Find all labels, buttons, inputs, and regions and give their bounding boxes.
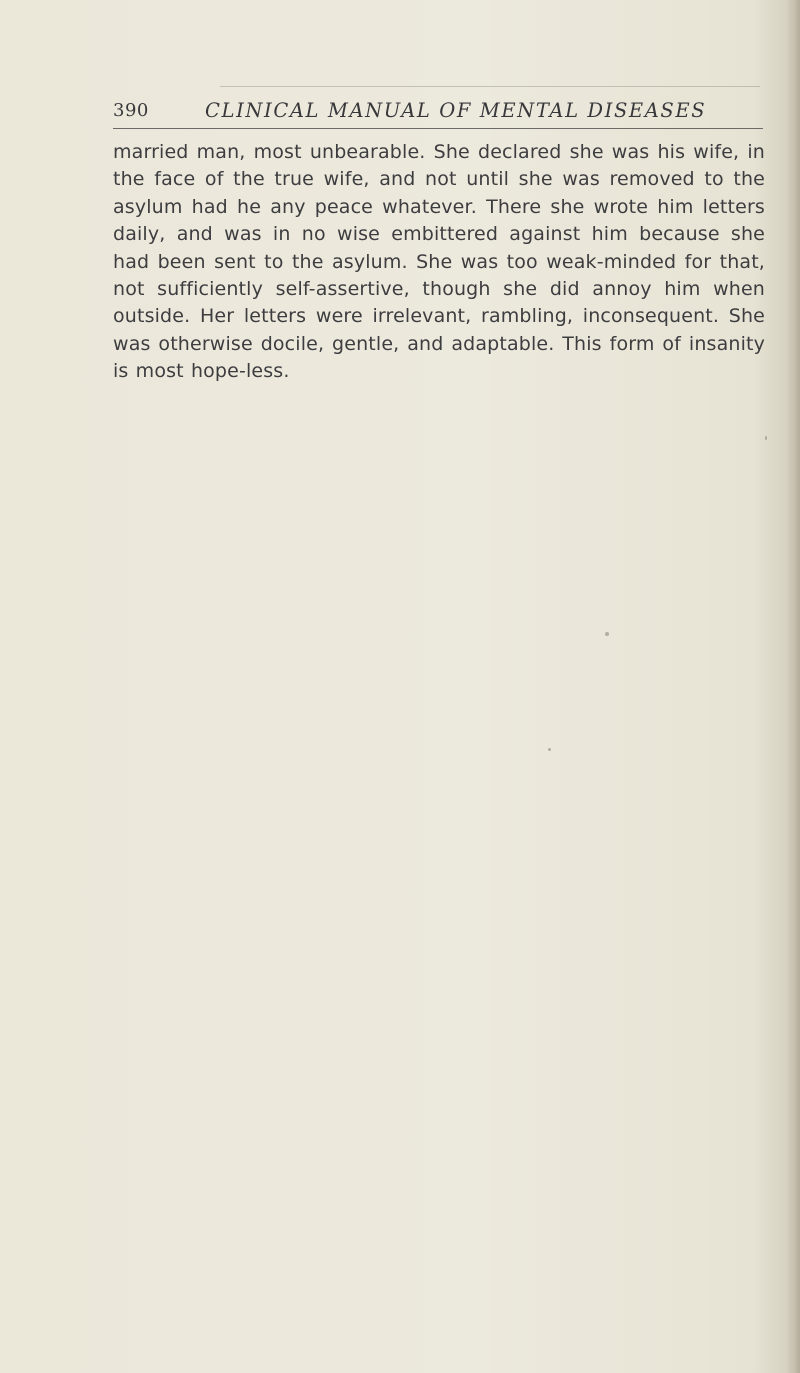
paper-speck [765,436,767,440]
running-header [113,96,763,136]
paper-speck [548,748,551,751]
running-title: CLINICAL MANUAL OF MENTAL DISEASES [205,99,707,122]
header-rule [113,128,763,129]
body-paragraph: married man, most unbearable. She declared she was his wife, in the face of the true wife, and not until she was removed to the asylum had he any peace whatever. There she wrote him letters daily, and was in no wise embittered against him because she had been sent to the asylum. She was too weak-minded for that, not sufficiently self-assertive, though she did annoy him when outside. Her letters were irrelevant, rambling, inconsequent. She was otherwise docile, gentle, and adaptable. This form of insanity is most hope-less. [113,141,765,383]
page-number: 390 [113,100,149,121]
faint-top-rule [220,86,760,87]
page-edge-shadow [786,0,800,1373]
paper-speck [605,632,609,636]
